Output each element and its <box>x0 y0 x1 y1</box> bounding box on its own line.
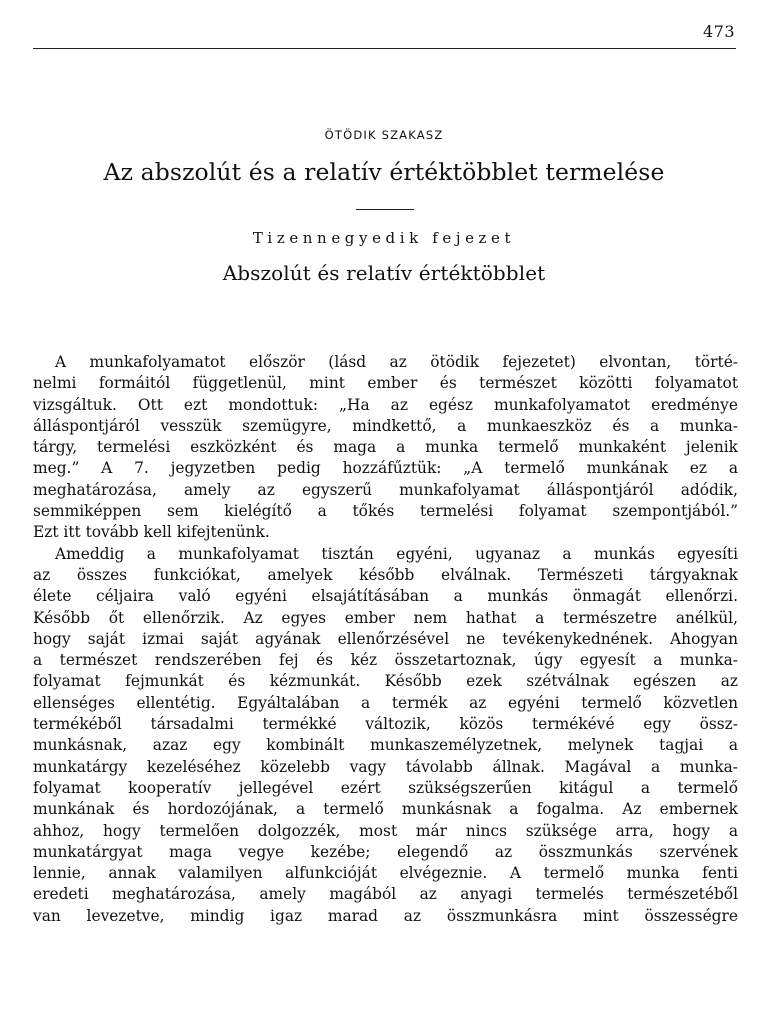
text-line: munkásnak, azaz egy kombinált munkaszemélyzetnek, melynek tagjai a <box>33 736 738 755</box>
text-line: munkatárgyat maga vegye kezébe; elegendő az összmunkás szervének <box>33 842 738 861</box>
text-line: folyamat fejmunkát és kézmunkát. Később ezek szétválnak egészen az <box>33 672 738 691</box>
text-line: termékéből társadalmi termékké változik, közös termékévé egy össz- <box>33 715 738 734</box>
text-line: meg.” A 7. jegyzetben pedig hozzáfűztük: „A termelő munkának ez a <box>33 459 738 478</box>
part-title: Az abszolút és a relatív értéktöbblet termelése <box>103 158 665 186</box>
text-line: A munkafolyamatot először (lásd az ötödik fejezetet) elvontan, törté- <box>55 353 738 371</box>
text-line: eredeti meghatározása, amely magából az anyagi termelés természetéből <box>33 885 738 904</box>
paragraph-2 <box>33 544 738 927</box>
text-line: tárgy, termelési eszközként és maga a munka termelő munkaként jelenik <box>33 438 738 457</box>
text-line: vizsgáltuk. Ott ezt mondottuk: „Ha az egész munkafolyamatot eredménye <box>33 395 738 414</box>
body-text <box>33 352 738 927</box>
text-line: munkatárgy kezeléséhez közelebb vagy távolabb állnak. Magával a munka- <box>33 757 738 776</box>
text-line: van levezetve, mindig igaz marad az összmunkásra mint összességre <box>33 906 738 925</box>
text-line: folyamat kooperatív jellegével ezért szükségszerűen kitágul a termelő <box>33 778 738 797</box>
text-line: Később őt ellenőrzik. Az egyes ember nem hathat a természetre anélkül, <box>33 608 738 627</box>
text-line: az összes funkciókat, amelyek később elválnak. Természeti tárgyaknak <box>33 565 738 584</box>
text-line: a természet rendszerében fej és kéz összetartoznak, úgy egyesít a munka- <box>33 651 738 670</box>
text-line: ellenséges ellentétig. Egyáltalában a termék az egyéni termelő közvetlen <box>33 693 738 712</box>
text-line: élete céljaira való egyéni elsajátításában a munkás önmagát ellenőrzi. <box>33 587 738 606</box>
paragraph-1 <box>33 352 738 544</box>
text-line: Ezt itt tovább kell kifejtenünk. <box>33 523 270 542</box>
title-divider <box>356 209 414 210</box>
text-line: nelmi formáitól függetlenül, mint ember és természet közötti folyamatot <box>33 374 738 393</box>
chapter-title: Abszolút és relatív értéktöbblet <box>222 261 546 285</box>
page-number: 473 <box>702 22 735 41</box>
text-line: hogy saját izmai saját agyának ellenőrzésével ne tevékenykednének. Ahogyan <box>33 629 738 648</box>
section-label: ÖTÖDIK SZAKASZ <box>324 128 444 142</box>
text-line: Ameddig a munkafolyamat tisztán egyéni, ugyanaz a munkás egyesíti <box>55 544 738 563</box>
header-rule <box>33 48 736 49</box>
text-line: álláspontjáról vesszük szemügyre, mindkettő, a munkaeszköz és a munka- <box>33 416 738 435</box>
text-line: semmiképpen sem kielégítő a tőkés termelési folyamat szempontjából.” <box>33 502 738 521</box>
text-line: meghatározása, amely az egyszerű munkafolyamat álláspontjáról adódik, <box>33 480 738 499</box>
text-line: lennie, annak valamilyen alfunkcióját elvégeznie. A termelő munka fenti <box>33 864 738 883</box>
chapter-label: Tizennegyedik fejezet <box>252 229 516 247</box>
text-line: ahhoz, hogy termelően dolgozzék, most már nincs szüksége arra, hogy a <box>33 821 738 840</box>
text-line: munkának és hordozójának, a termelő munkásnak a fogalma. Az embernek <box>33 800 738 819</box>
